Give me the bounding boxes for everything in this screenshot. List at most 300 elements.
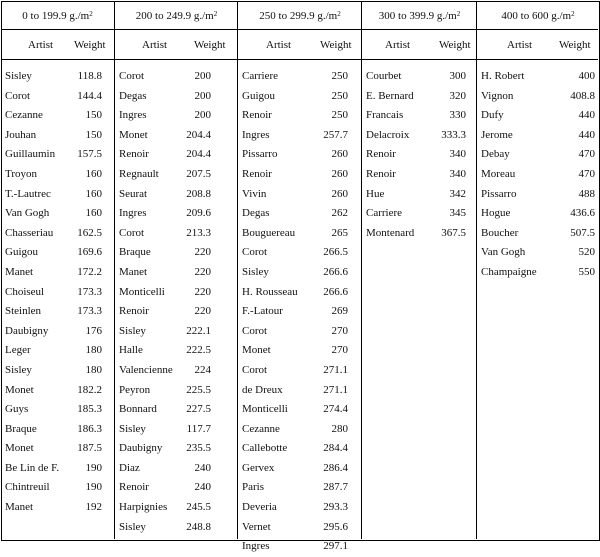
artist-cell: Braque: [119, 246, 151, 259]
artist-cell: Corot: [119, 70, 145, 82]
weight-cell: 222.5: [186, 344, 211, 357]
weight-cell: 520: [578, 246, 595, 259]
table-row: [362, 145, 477, 165]
artist-cell: Deveria: [242, 501, 277, 514]
artist-cell: Braque: [5, 422, 37, 435]
group-header-label: 0 to 199.9 g./m: [22, 10, 90, 22]
weight-cell: 225.5: [186, 383, 211, 396]
artist-cell: Daubigny: [5, 324, 49, 337]
table-row: [362, 87, 477, 107]
artist-cell: Be Lin de F.: [5, 461, 60, 474]
table-row: [238, 263, 362, 283]
weight-cell: 160: [85, 167, 102, 180]
weight-cell: 274.4: [323, 403, 348, 416]
table-row: [238, 126, 362, 146]
artist-cell: Vignon: [481, 89, 514, 102]
weight-cell: 260: [331, 187, 348, 200]
table-row: [362, 126, 477, 146]
artist-cell: Renoir: [242, 109, 272, 122]
artist-cell: Hue: [366, 187, 385, 200]
artist-cell: F.-Latour: [242, 305, 283, 318]
artist-cell: Bonnard: [119, 403, 157, 416]
table-row: [238, 322, 362, 342]
group-header: [238, 10, 362, 22]
weight-cell: 250: [331, 70, 348, 82]
table-row: [238, 478, 362, 498]
table-row: [238, 518, 362, 538]
table-row: [1, 420, 114, 440]
artist-cell: Harpignies: [119, 501, 168, 514]
weight-cell: 172.2: [77, 265, 102, 278]
table-row: [238, 106, 362, 126]
weight-cell: 470: [578, 167, 595, 180]
table-row: [477, 126, 599, 146]
artist-cell: Vernet: [242, 520, 271, 533]
artist-cell: Van Gogh: [481, 246, 526, 259]
weight-cell: 340: [449, 167, 466, 180]
weight-cell: 248.8: [186, 520, 211, 533]
table-row: [362, 165, 477, 185]
artist-cell: Corot: [119, 226, 145, 239]
weight-cell: 144.4: [77, 89, 102, 102]
artist-cell: Monet: [5, 442, 34, 455]
artist-cell: Renoir: [119, 148, 149, 161]
weight-cell: 190: [85, 461, 102, 474]
weight-cell: 257.7: [323, 128, 348, 141]
table-row: [238, 400, 362, 420]
table-row: [238, 224, 362, 244]
weight-cell: 185.3: [77, 403, 102, 416]
weight-cell: 440: [578, 128, 595, 141]
table-row: [115, 478, 238, 498]
table-row: [1, 322, 114, 342]
artist-cell: Steinlen: [5, 305, 42, 318]
weight-cell: 269: [331, 305, 348, 318]
weight-cell: 200: [194, 109, 211, 122]
artist-cell: Monet: [242, 344, 271, 357]
table-row: [238, 145, 362, 165]
weight-cell: 245.5: [186, 501, 211, 514]
table-row: [238, 439, 362, 459]
weight-cell: 262: [331, 207, 348, 220]
artist-cell: Jouhan: [5, 128, 37, 141]
weight-cell: 162.5: [77, 226, 102, 239]
weight-cell: 220: [194, 246, 211, 259]
weight-cell: 180: [85, 363, 102, 376]
table-row: [477, 67, 599, 87]
table-row: [1, 381, 114, 401]
artist-cell: E. Bernard: [366, 89, 414, 102]
table-row: [1, 341, 114, 361]
artist-cell: Renoir: [366, 167, 396, 180]
weight-cell: 169.6: [77, 246, 102, 259]
weight-cell: 488: [578, 187, 595, 200]
table-row: [1, 165, 114, 185]
artist-cell: de Dreux: [242, 383, 283, 396]
artist-cell: Van Gogh: [5, 207, 50, 220]
table-row: [115, 420, 238, 440]
artist-cell: Ingres: [242, 128, 270, 141]
artist-cell: Ingres: [119, 109, 147, 122]
weight-cell: 200: [194, 89, 211, 102]
weight-group-column: [114, 1, 238, 539]
artist-cell: Ingres: [119, 207, 147, 220]
table-row: [1, 263, 114, 283]
weight-cell: 320: [449, 89, 466, 102]
artist-cell: Manet: [5, 501, 34, 514]
table-row: [477, 224, 599, 244]
weight-cell: 204.4: [186, 128, 211, 141]
artist-cell: Leger: [5, 344, 31, 357]
weight-cell: 280: [331, 422, 348, 435]
table-row: [115, 106, 238, 126]
weight-cell: 186.3: [77, 422, 102, 435]
artist-cell: Troyon: [5, 167, 37, 180]
weight-column-header: Weight: [74, 39, 106, 51]
unit-superscript: 2: [89, 10, 93, 18]
artist-cell: Monet: [5, 383, 34, 396]
table-row: [115, 498, 238, 518]
weight-cell: 209.6: [186, 207, 211, 220]
table-row: [477, 165, 599, 185]
table-row: [1, 283, 114, 303]
table-row: [238, 341, 362, 361]
unit-superscript: 2: [571, 10, 575, 18]
weight-cell: 250: [331, 89, 348, 102]
artist-cell: Corot: [242, 324, 268, 337]
table-row: [115, 381, 238, 401]
table-row: [238, 381, 362, 401]
weight-cell: 297.1: [323, 540, 348, 553]
weight-cell: 173.3: [77, 285, 102, 298]
table-row: [115, 518, 238, 538]
artist-cell: Sisley: [242, 265, 269, 278]
artist-cell: Guys: [5, 403, 29, 416]
table-row: [115, 459, 238, 479]
artist-cell: Debay: [481, 148, 510, 161]
artist-cell: Regnault: [119, 167, 159, 180]
weight-column-header: Weight: [194, 39, 226, 51]
table-row: [115, 243, 238, 263]
artist-cell: Paris: [242, 481, 264, 494]
weight-cell: 150: [85, 128, 102, 141]
table-row: [238, 459, 362, 479]
weight-cell: 408.8: [570, 89, 595, 102]
table-row: [1, 439, 114, 459]
artist-cell: H. Robert: [481, 70, 525, 82]
table-row: [238, 204, 362, 224]
artist-cell: Vivin: [242, 187, 267, 200]
table-row: [477, 263, 599, 283]
artist-cell: Corot: [5, 89, 31, 102]
artist-column-header: Artist: [266, 39, 292, 51]
table-row: [115, 400, 238, 420]
table-row: [1, 243, 114, 263]
unit-superscript: 2: [213, 10, 218, 18]
artist-cell: Peyron: [119, 383, 151, 396]
artist-cell: Cezanne: [5, 109, 43, 122]
table-row: [115, 341, 238, 361]
group-header-label: 250 to 299.9 g./m: [259, 10, 338, 22]
weight-group-column: [237, 1, 362, 553]
artist-cell: Monet: [119, 128, 148, 141]
weight-cell: 266.6: [323, 265, 348, 278]
artist-cell: Chasseriau: [5, 226, 54, 239]
artist-cell: Daubigny: [119, 442, 163, 455]
weight-cell: 250: [331, 109, 348, 122]
weight-cell: 240: [194, 481, 211, 494]
weight-cell: 436.6: [570, 207, 595, 220]
weight-cell: 176: [85, 324, 102, 337]
weight-cell: 293.3: [323, 501, 348, 514]
weight-cell: 182.2: [77, 383, 102, 396]
table-row: [238, 243, 362, 263]
artist-cell: Guillaumin: [5, 148, 56, 161]
table-row: [115, 185, 238, 205]
artist-cell: Chintreuil: [5, 481, 50, 494]
weight-cell: 227.5: [186, 403, 211, 416]
artist-cell: Champaigne: [481, 265, 537, 278]
table-row: [1, 185, 114, 205]
weight-cell: 270: [331, 344, 348, 357]
artist-cell: Manet: [5, 265, 34, 278]
table-row: [115, 322, 238, 342]
weight-cell: 204.4: [186, 148, 211, 161]
table-row: [1, 67, 114, 87]
table-row: [238, 361, 362, 381]
table-row: [115, 67, 238, 87]
weight-cell: 260: [331, 148, 348, 161]
weight-cell: 342: [449, 187, 466, 200]
artist-cell: Halle: [119, 344, 143, 357]
weight-cell: 470: [578, 148, 595, 161]
weight-cell: 300: [449, 70, 466, 82]
artist-cell: Callebotte: [242, 442, 288, 455]
artist-cell: Sisley: [119, 422, 146, 435]
table-row: [238, 283, 362, 303]
weight-cell: 271.1: [323, 363, 348, 376]
artist-cell: Corot: [242, 363, 268, 376]
artist-cell: Gervex: [242, 461, 275, 474]
table-row: [477, 87, 599, 107]
weight-cell: 180: [85, 344, 102, 357]
table-row: [1, 204, 114, 224]
artist-cell: Degas: [119, 89, 147, 102]
unit-superscript: 2: [456, 10, 461, 18]
table-row: [115, 165, 238, 185]
table-row: [238, 537, 362, 557]
artist-cell: Bouguereau: [242, 226, 296, 239]
table-row: [115, 87, 238, 107]
weight-cell: 160: [85, 207, 102, 220]
weight-cell: 173.3: [77, 305, 102, 318]
artist-cell: Sisley: [5, 70, 32, 82]
weight-cell: 367.5: [441, 226, 466, 239]
group-header: [115, 10, 238, 22]
table-row: [238, 67, 362, 87]
weight-group-column: [361, 1, 477, 539]
weight-group-column: [1, 1, 114, 539]
weight-cell: 192: [85, 501, 102, 514]
weight-cell: 260: [331, 167, 348, 180]
artist-cell: Diaz: [119, 461, 140, 474]
unit-superscript: 2: [337, 10, 341, 18]
table-row: [238, 87, 362, 107]
artist-cell: Monticelli: [119, 285, 165, 298]
table-row: [1, 498, 114, 518]
weight-cell: 187.5: [77, 442, 102, 455]
table-row: [238, 302, 362, 322]
artist-cell: Boucher: [481, 226, 519, 239]
artist-cell: Renoir: [242, 167, 272, 180]
artist-cell: Corot: [242, 246, 268, 259]
weight-cell: 157.5: [77, 148, 102, 161]
table-row: [477, 106, 599, 126]
weight-group-column: [476, 1, 599, 539]
artist-cell: Sisley: [119, 324, 146, 337]
weight-column-header: Weight: [559, 39, 591, 51]
group-header-label: 400 to 600 g./m: [501, 10, 572, 22]
table-row: [1, 106, 114, 126]
artist-cell: Moreau: [481, 167, 516, 180]
table-row: [115, 224, 238, 244]
table-row: [1, 87, 114, 107]
artist-cell: T.-Lautrec: [5, 187, 51, 200]
table-row: [1, 224, 114, 244]
weight-cell: 207.5: [186, 167, 211, 180]
artist-column-header: Artist: [142, 39, 168, 51]
weight-cell: 507.5: [570, 226, 595, 239]
table-row: [1, 361, 114, 381]
artist-cell: Jerome: [481, 128, 513, 141]
weight-cell: 208.8: [186, 187, 211, 200]
artist-cell: Valencienne: [119, 363, 173, 376]
artist-cell: Renoir: [119, 481, 149, 494]
artist-cell: Seurat: [119, 187, 148, 200]
table-row: [115, 439, 238, 459]
weight-cell: 190: [85, 481, 102, 494]
table-row: [477, 243, 599, 263]
weight-cell: 240: [194, 461, 211, 474]
group-header: [1, 10, 114, 22]
weight-cell: 117.7: [186, 422, 211, 435]
weight-cell: 333.3: [441, 128, 466, 141]
artist-cell: Hogue: [481, 207, 511, 220]
table-row: [1, 126, 114, 146]
artist-cell: Degas: [242, 207, 270, 220]
table-row: [115, 283, 238, 303]
artist-cell: Monticelli: [242, 403, 288, 416]
weight-cell: 440: [578, 109, 595, 122]
artist-cell: Montenard: [366, 226, 415, 239]
table-row: [1, 478, 114, 498]
weight-cell: 340: [449, 148, 466, 161]
artist-cell: Dufy: [481, 109, 504, 122]
table-row: [238, 420, 362, 440]
weight-cell: 150: [85, 109, 102, 122]
table-row: [477, 145, 599, 165]
weight-cell: 550: [578, 265, 595, 278]
table-row: [1, 400, 114, 420]
artist-cell: Choiseul: [5, 285, 45, 298]
artist-cell: Delacroix: [366, 128, 410, 141]
weight-cell: 160: [85, 187, 102, 200]
weight-column-header: Weight: [439, 39, 471, 51]
table-row: [115, 204, 238, 224]
weight-cell: 286.4: [323, 461, 348, 474]
artist-cell: Courbet: [366, 70, 402, 82]
weight-cell: 330: [449, 109, 466, 122]
weight-cell: 222.1: [186, 324, 211, 337]
artist-cell: Cezanne: [242, 422, 280, 435]
artist-cell: H. Rousseau: [242, 285, 298, 298]
artist-cell: Carriere: [242, 70, 279, 82]
weight-cell: 265: [331, 226, 348, 239]
table-row: [362, 106, 477, 126]
artist-column-header: Artist: [507, 39, 533, 51]
table-row: [1, 145, 114, 165]
weight-cell: 200: [194, 70, 211, 82]
artist-cell: Ingres: [242, 540, 270, 553]
artist-cell: Renoir: [119, 305, 149, 318]
artist-cell: Renoir: [366, 148, 396, 161]
group-header: [362, 10, 477, 22]
artist-cell: Carriere: [366, 207, 403, 220]
artist-cell: Sisley: [119, 520, 146, 533]
table-row: [1, 459, 114, 479]
group-header-label: 200 to 249.9 g./m: [135, 10, 214, 22]
table-row: [362, 224, 477, 244]
table-row: [477, 204, 599, 224]
artist-column-header: Artist: [28, 39, 54, 51]
table-row: [362, 185, 477, 205]
weight-cell: 235.5: [186, 442, 211, 455]
table-row: [115, 263, 238, 283]
table-row: [1, 302, 114, 322]
artist-cell: Francais: [366, 109, 404, 122]
artist-cell: Guigou: [5, 246, 38, 259]
weight-cell: 220: [194, 305, 211, 318]
table-row: [238, 165, 362, 185]
weight-cell: 400: [578, 70, 595, 82]
artist-cell: Guigou: [242, 89, 275, 102]
table-row: [115, 302, 238, 322]
weight-cell: 287.7: [323, 481, 348, 494]
table-row: [362, 204, 477, 224]
table-row: [115, 126, 238, 146]
weight-cell: 266.6: [323, 285, 348, 298]
weight-cell: 284.4: [323, 442, 348, 455]
group-header-label: 300 to 399.9 g./m: [378, 10, 457, 22]
table-row: [115, 361, 238, 381]
weight-cell: 220: [194, 265, 211, 278]
artist-cell: Manet: [119, 265, 148, 278]
table-row: [115, 145, 238, 165]
table-row: [238, 498, 362, 518]
weight-cell: 213.3: [186, 226, 211, 239]
artist-column-header: Artist: [385, 39, 411, 51]
group-header: [477, 10, 599, 22]
weight-cell: 266.5: [323, 246, 348, 259]
table-row: [238, 185, 362, 205]
weight-column-header: Weight: [320, 39, 352, 51]
weight-cell: 295.6: [323, 520, 348, 533]
artist-cell: Pissarro: [481, 187, 517, 200]
weight-cell: 271.1: [323, 383, 348, 396]
table-row: [362, 67, 477, 87]
table-row: [477, 185, 599, 205]
weight-cell: 118.8: [77, 70, 102, 82]
